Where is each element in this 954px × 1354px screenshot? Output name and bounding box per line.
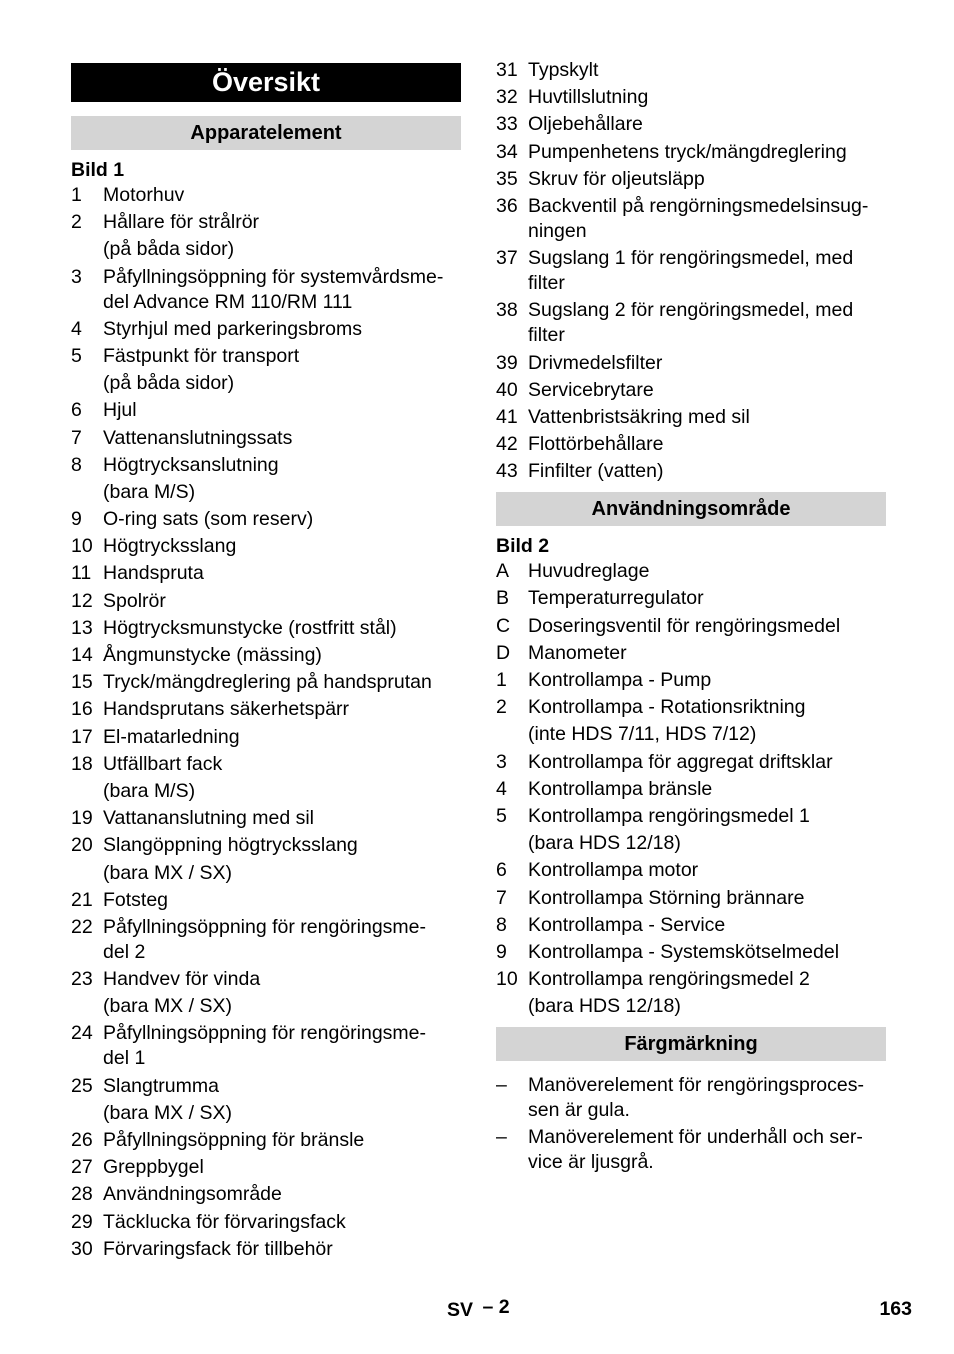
item-note: (bara HDS 12/18) <box>528 995 681 1018</box>
list-item <box>71 1021 461 1071</box>
item-text <box>528 378 886 403</box>
item-number: – <box>496 1074 507 1097</box>
item-number: 9 <box>496 940 507 963</box>
item-number: 32 <box>496 86 518 109</box>
list-item <box>71 183 461 208</box>
item-text <box>103 426 461 451</box>
item-text-line: Huvtillslutning <box>528 86 649 109</box>
item-text-line: Kontrollampa - Rotationsriktning <box>528 696 806 719</box>
list-item <box>71 888 461 913</box>
item-text-line: Backventil på rengörningsmedelsinsug- <box>528 194 869 217</box>
list-item <box>496 559 886 584</box>
item-text-line: Kontrollampa - Systemskötselmedel <box>528 940 840 963</box>
item-number: 8 <box>71 453 82 476</box>
item-text-line: Påfyllningsöppning för rengöringsme- <box>103 915 427 938</box>
list-item <box>71 1210 461 1235</box>
item-number: 7 <box>496 886 507 909</box>
item-text <box>103 1210 461 1235</box>
item-text <box>528 695 886 747</box>
list-item <box>71 752 461 804</box>
item-number: 5 <box>496 804 507 827</box>
item-text-line: Högtrycksmunstycke (rostfritt stål) <box>103 616 397 639</box>
list-item <box>71 589 461 614</box>
item-text-line: Oljebehållare <box>528 113 643 136</box>
item-number: 35 <box>496 167 518 190</box>
item-text <box>103 398 461 423</box>
item-text <box>528 298 886 348</box>
item-text <box>528 967 886 1019</box>
item-note: (bara MX / SX) <box>103 1101 232 1124</box>
item-number: 9 <box>71 508 82 531</box>
item-text <box>528 112 886 137</box>
item-text-line: Högtrycksanslutning <box>103 453 279 476</box>
item-text-line: Slangöppning högtrycksslang <box>103 834 358 857</box>
section-heading-parts: Apparatelement <box>71 116 461 150</box>
item-text-line: Manöverelement för rengöringsproces- <box>528 1074 864 1097</box>
item-text-line: Styrhjul med parkeringsbroms <box>103 317 363 340</box>
item-text-line: del 1 <box>103 1047 146 1070</box>
item-text <box>103 589 461 614</box>
list-item <box>496 614 886 639</box>
parts-list-right <box>496 58 886 484</box>
item-text <box>528 586 886 611</box>
list-item <box>496 695 886 747</box>
item-text <box>103 915 461 965</box>
item-number: 18 <box>71 752 93 775</box>
item-text-line: Pumpenhetens tryck/mängdreglering <box>528 140 847 163</box>
item-number: 10 <box>496 968 518 991</box>
list-item <box>71 967 461 1019</box>
list-item <box>496 940 886 965</box>
item-number: 13 <box>71 616 93 639</box>
item-text-line: Temperaturregulator <box>528 587 704 610</box>
item-number: 25 <box>71 1074 93 1097</box>
item-text-line: Hållare för strålrör <box>103 211 260 234</box>
item-number: 41 <box>496 405 518 428</box>
list-item <box>496 1125 886 1175</box>
item-text-line: Manöverelement för underhåll och ser- <box>528 1126 863 1149</box>
item-text-line: Fotsteg <box>103 888 169 911</box>
item-text-line: Huvudreglage <box>528 560 650 583</box>
item-number: 14 <box>71 644 93 666</box>
list-item <box>71 643 461 668</box>
item-number: 28 <box>71 1183 93 1206</box>
item-text <box>103 752 461 804</box>
item-note: (på båda sidor) <box>103 372 235 395</box>
item-note: (bara M/S) <box>103 480 196 503</box>
item-text-line: filter <box>528 324 565 347</box>
page-number: 163 <box>879 1298 912 1320</box>
item-number: – <box>496 1126 507 1149</box>
item-number: 31 <box>496 59 518 81</box>
item-text <box>528 668 886 693</box>
item-text-line: Slangtrumma <box>103 1074 219 1097</box>
item-text <box>528 913 886 938</box>
item-text <box>103 534 461 559</box>
list-item <box>496 112 886 137</box>
list-item <box>496 246 886 296</box>
item-text <box>103 1021 461 1071</box>
item-number: 3 <box>496 750 507 773</box>
item-number: 40 <box>496 378 518 401</box>
item-text-line: sen är gula. <box>528 1099 630 1122</box>
item-text-line: Vattenanslutningssats <box>103 426 293 449</box>
item-text-line: Ångmunstycke (mässing) <box>103 644 322 666</box>
right-column <box>496 58 886 1175</box>
item-note: (bara M/S) <box>103 779 196 802</box>
item-text <box>103 967 461 1019</box>
item-text <box>528 351 886 376</box>
item-text-line: Kontrollampa rengöringsmedel 1 <box>528 804 810 827</box>
item-text <box>528 1125 886 1175</box>
item-text-line: ningen <box>528 219 587 242</box>
item-text-line: del Advance RM 110/RM 111 <box>103 290 353 313</box>
item-note: (bara MX / SX) <box>103 861 232 884</box>
list-item <box>496 750 886 775</box>
item-number: A <box>496 560 510 583</box>
item-number: B <box>496 587 510 610</box>
item-number: 16 <box>71 698 93 721</box>
item-number: 23 <box>71 968 93 991</box>
item-text-line: Handvev för vinda <box>103 968 261 991</box>
item-note: (bara MX / SX) <box>103 995 232 1018</box>
item-text <box>103 1128 461 1153</box>
item-text-line: Motorhuv <box>103 184 185 206</box>
item-text-line: Spolrör <box>103 589 166 612</box>
list-item <box>496 913 886 938</box>
item-text <box>103 317 461 342</box>
footer-page-label: – 2 <box>482 1296 510 1318</box>
item-number: 39 <box>496 351 518 374</box>
item-text <box>528 167 886 192</box>
list-item <box>496 298 886 348</box>
item-number: 30 <box>71 1237 93 1260</box>
item-number: 38 <box>496 299 518 322</box>
item-number: 8 <box>496 913 507 936</box>
item-number: 1 <box>71 184 82 206</box>
item-number: 34 <box>496 140 518 163</box>
list-item <box>496 641 886 666</box>
item-text-line: Hjul <box>103 399 137 422</box>
item-number: 10 <box>71 535 93 558</box>
left-column <box>71 63 461 1262</box>
list-item <box>71 344 461 396</box>
item-text-line: Servicebrytare <box>528 378 654 401</box>
item-text <box>103 1155 461 1180</box>
item-text <box>528 886 886 911</box>
item-number: 27 <box>71 1156 93 1179</box>
item-number: 11 <box>71 562 92 585</box>
list-item <box>496 586 886 611</box>
item-number: 29 <box>71 1210 93 1233</box>
list-item <box>71 697 461 722</box>
item-number: 21 <box>71 888 93 911</box>
parts-list-left <box>71 183 461 1262</box>
item-text <box>103 616 461 641</box>
item-text-line: Manometer <box>528 641 627 664</box>
item-text <box>103 183 461 208</box>
item-text-line: del 2 <box>103 940 146 963</box>
item-note: (på båda sidor) <box>103 238 235 261</box>
item-text-line: Handsprutans säkerhetspärr <box>103 698 350 721</box>
item-text-line: Användningsområde <box>103 1183 282 1206</box>
item-number: 4 <box>496 777 507 800</box>
list-item <box>71 507 461 532</box>
item-text-line: Högtrycksslang <box>103 535 237 558</box>
item-text <box>103 670 461 695</box>
item-text <box>103 1074 461 1126</box>
item-number: C <box>496 614 511 637</box>
item-text <box>528 940 886 965</box>
list-item <box>71 616 461 641</box>
list-item <box>496 351 886 376</box>
list-item <box>496 668 886 693</box>
item-text <box>103 453 461 505</box>
item-text <box>103 265 461 315</box>
item-text <box>103 888 461 913</box>
item-text-line: Fästpunkt för transport <box>103 344 300 367</box>
item-text-line: Sugslang 2 för rengöringsmedel, med <box>528 299 854 322</box>
item-number: 12 <box>71 589 93 612</box>
item-number: 2 <box>496 696 507 719</box>
item-number: 22 <box>71 915 93 938</box>
item-number: 33 <box>496 113 518 136</box>
item-number: 26 <box>71 1129 93 1151</box>
item-text-line: vice är ljusgrå. <box>528 1151 654 1174</box>
list-item <box>496 194 886 244</box>
list-item <box>71 1182 461 1207</box>
item-text-line: Kontrollampa bränsle <box>528 777 713 800</box>
item-text <box>103 507 461 532</box>
list-item <box>71 725 461 750</box>
item-text-line: Doseringsventil för rengöringsmedel <box>528 614 841 637</box>
item-number: 36 <box>496 194 518 217</box>
item-text-line: Flottörbehållare <box>528 433 664 456</box>
list-item <box>71 1237 461 1262</box>
list-item <box>71 1128 461 1153</box>
item-text <box>528 750 886 775</box>
item-text-line: El-matarledning <box>103 725 240 748</box>
list-item <box>71 1074 461 1126</box>
item-number: 3 <box>71 265 82 288</box>
list-item <box>496 85 886 110</box>
item-number: 6 <box>496 859 507 882</box>
item-text <box>103 806 461 831</box>
item-text-line: Skruv för oljeutsläpp <box>528 167 705 190</box>
item-text <box>103 210 461 262</box>
item-text-line: filter <box>528 272 565 295</box>
list-item <box>71 317 461 342</box>
item-text <box>528 1073 886 1123</box>
item-text <box>528 614 886 639</box>
list-item <box>71 398 461 423</box>
item-text <box>528 777 886 802</box>
item-text <box>528 858 886 883</box>
item-number: 1 <box>496 669 507 691</box>
item-number: 15 <box>71 671 93 694</box>
item-number: 4 <box>71 317 82 340</box>
item-text <box>528 641 886 666</box>
item-text <box>103 1237 461 1262</box>
item-text <box>528 85 886 110</box>
item-text-line: Kontrollampa motor <box>528 859 699 882</box>
item-text-line: Kontrollampa - Service <box>528 913 726 936</box>
footer-code: SV <box>447 1299 474 1321</box>
item-number: 7 <box>71 426 82 449</box>
list-item <box>496 378 886 403</box>
figure-label-1: Bild 1 <box>71 159 125 181</box>
list-item <box>71 453 461 505</box>
item-text <box>528 432 886 457</box>
list-item <box>71 833 461 885</box>
item-text <box>103 1182 461 1207</box>
item-text <box>528 405 886 430</box>
item-text <box>103 725 461 750</box>
item-text-line: Typskylt <box>528 59 599 81</box>
item-text-line: Tryck/mängdreglering på handsprutan <box>103 671 432 694</box>
item-text <box>528 459 886 484</box>
list-item <box>496 886 886 911</box>
item-text-line: Täcklucka för förvaringsfack <box>103 1210 346 1233</box>
item-text-line: Utfällbart fack <box>103 752 223 775</box>
item-text-line: Förvaringsfack för tillbehör <box>103 1237 333 1260</box>
list-item <box>496 967 886 1019</box>
item-number: 6 <box>71 399 82 422</box>
item-number: 42 <box>496 433 518 456</box>
item-number: 37 <box>496 247 518 270</box>
item-number: 19 <box>71 807 93 830</box>
item-number: 43 <box>496 460 518 483</box>
item-text <box>103 697 461 722</box>
color-marking-list <box>496 1073 886 1175</box>
item-text-line: Kontrollampa rengöringsmedel 2 <box>528 968 810 991</box>
list-item <box>496 1073 886 1123</box>
item-number: 24 <box>71 1022 93 1045</box>
item-text-line: Kontrollampa - Pump <box>528 669 712 691</box>
item-number: 5 <box>71 344 82 367</box>
page-title: Översikt <box>71 63 461 102</box>
item-text <box>528 58 886 83</box>
item-text-line: O-ring sats (som reserv) <box>103 508 314 531</box>
list-item <box>496 167 886 192</box>
list-item <box>71 534 461 559</box>
item-text-line: Vattenbristsäkring med sil <box>528 405 750 428</box>
footer-language-code <box>447 1296 510 1322</box>
list-item <box>71 561 461 586</box>
item-text <box>528 140 886 165</box>
section-heading-controls: Användningsområde <box>496 492 886 526</box>
list-item <box>496 858 886 883</box>
item-text <box>528 804 886 856</box>
list-item <box>71 210 461 262</box>
list-item <box>496 804 886 856</box>
item-text-line: Drivmedelsfilter <box>528 351 663 374</box>
item-text <box>528 246 886 296</box>
list-item <box>496 140 886 165</box>
list-item <box>71 265 461 315</box>
item-text-line: Påfyllningsöppning för bränsle <box>103 1129 365 1151</box>
list-item <box>71 1155 461 1180</box>
item-text-line: Påfyllningsöppning för systemvårdsme- <box>103 265 444 288</box>
item-text <box>103 833 461 885</box>
controls-list <box>496 559 886 1019</box>
item-text-line: Vattananslutning med sil <box>103 807 315 830</box>
item-text <box>528 559 886 584</box>
list-item <box>496 459 886 484</box>
item-number: D <box>496 641 511 664</box>
item-text-line: Kontrollampa för aggregat driftsklar <box>528 750 833 773</box>
list-item <box>496 432 886 457</box>
item-note: (bara HDS 12/18) <box>528 832 681 855</box>
item-number: 20 <box>71 834 93 857</box>
figure-label-2: Bild 2 <box>496 535 550 558</box>
item-text-line: Kontrollampa Störning brännare <box>528 886 805 909</box>
list-item <box>496 777 886 802</box>
item-text <box>103 344 461 396</box>
list-item <box>496 405 886 430</box>
list-item <box>71 915 461 965</box>
list-item <box>71 670 461 695</box>
list-item <box>71 426 461 451</box>
list-item <box>496 58 886 83</box>
item-text <box>528 194 886 244</box>
item-text-line: Sugslang 1 för rengöringsmedel, med <box>528 247 854 270</box>
item-text-line: Handspruta <box>103 562 204 585</box>
list-item <box>71 806 461 831</box>
item-text <box>103 643 461 668</box>
item-text-line: Greppbygel <box>103 1156 204 1179</box>
item-text-line: Påfyllningsöppning för rengöringsme- <box>103 1022 427 1045</box>
item-text <box>103 561 461 586</box>
item-note: (inte HDS 7/11, HDS 7/12) <box>528 723 757 746</box>
item-number: 2 <box>71 211 82 234</box>
item-number: 17 <box>71 725 93 748</box>
section-heading-colors: Färgmärkning <box>496 1027 886 1061</box>
item-text-line: Finfilter (vatten) <box>528 460 664 483</box>
